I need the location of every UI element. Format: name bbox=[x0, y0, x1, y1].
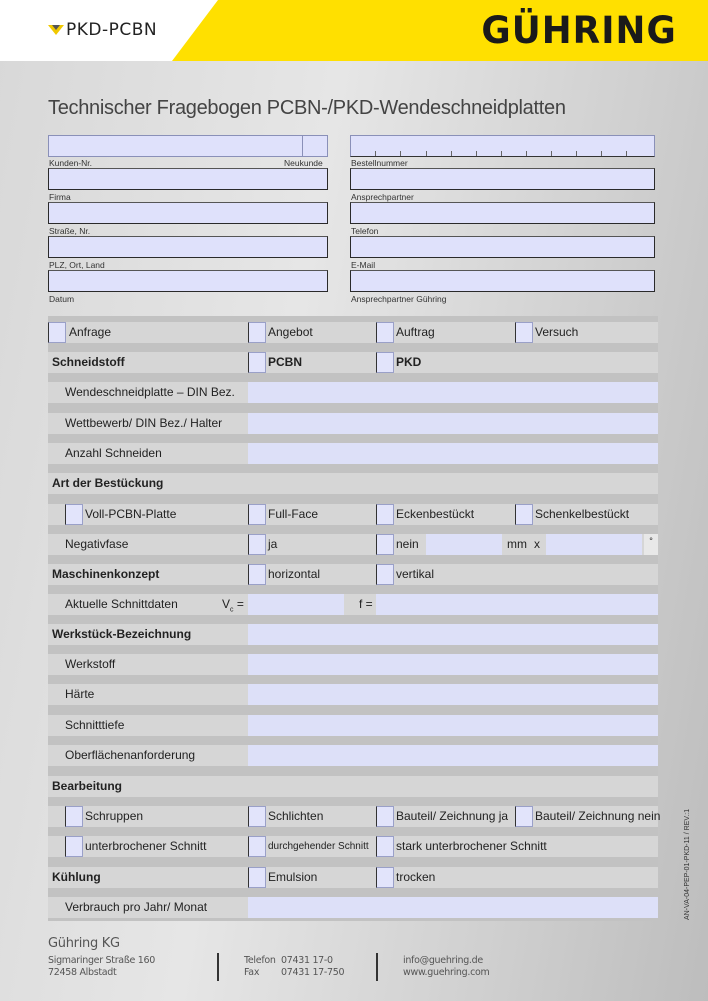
negativfase-row bbox=[48, 534, 658, 555]
ansprechpartner-field[interactable] bbox=[350, 168, 655, 190]
werkstueck-label: Werkstück-Bezeichnung bbox=[52, 627, 192, 641]
schlichten-label: Schlichten bbox=[268, 809, 324, 823]
anfrage-checkbox[interactable] bbox=[48, 322, 66, 343]
f-input[interactable] bbox=[376, 594, 658, 615]
kuehlung-label: Kühlung bbox=[52, 870, 101, 884]
unterbrochener-schnitt-checkbox[interactable] bbox=[65, 836, 83, 857]
pkd-checkbox[interactable] bbox=[376, 352, 394, 373]
negativfase-ja-label: ja bbox=[268, 537, 278, 551]
vertikal-label: vertikal bbox=[396, 567, 435, 581]
pkd-label: PKD bbox=[396, 355, 422, 369]
footer-phone-label: Telefon bbox=[244, 955, 276, 966]
vc-input[interactable] bbox=[248, 594, 344, 615]
vc-label bbox=[222, 594, 244, 615]
versuch-label: Versuch bbox=[535, 325, 579, 339]
kunden-nr-field[interactable] bbox=[48, 135, 303, 157]
schnittdaten-row bbox=[48, 594, 658, 615]
werkstoff-label: Werkstoff bbox=[65, 657, 116, 671]
negativfase-deg-input[interactable] bbox=[546, 534, 642, 555]
pcbn-label: PCBN bbox=[268, 355, 303, 369]
zeichnung-nein-checkbox[interactable] bbox=[515, 806, 533, 827]
guehring-logo: GÜHRING bbox=[481, 9, 677, 53]
schruppen-label: Schruppen bbox=[85, 809, 144, 823]
angebot-checkbox[interactable] bbox=[248, 322, 266, 343]
neukunde-label: Neukunde bbox=[284, 158, 323, 168]
schnitt-options-row bbox=[48, 836, 658, 857]
trocken-checkbox[interactable] bbox=[376, 867, 394, 888]
unterbrochener-schnitt-label: unterbrochener Schnitt bbox=[85, 839, 207, 853]
strasse-field[interactable] bbox=[48, 202, 328, 224]
footer-fax-label: Fax bbox=[244, 967, 260, 978]
wettbewerb-input[interactable] bbox=[248, 413, 658, 434]
negativfase-nein-label: nein bbox=[396, 537, 419, 551]
footer-separator bbox=[376, 953, 378, 981]
telefon-field[interactable] bbox=[350, 202, 655, 224]
footer-separator bbox=[217, 953, 219, 981]
verbrauch-input[interactable] bbox=[248, 897, 658, 918]
oberflaeche-input[interactable] bbox=[248, 745, 658, 766]
durchgehender-schnitt-checkbox[interactable] bbox=[248, 836, 266, 857]
strasse-label: Straße, Nr. bbox=[49, 226, 91, 236]
kuehlung-row bbox=[48, 867, 658, 888]
kunden-nr-label: Kunden-Nr. bbox=[49, 158, 92, 168]
degree-unit: ° bbox=[644, 534, 658, 555]
zeichnung-nein-label: Bauteil/ Zeichnung nein bbox=[535, 809, 661, 823]
eckenbestueckt-checkbox[interactable] bbox=[376, 504, 394, 525]
schnittdaten-label: Aktuelle Schnittdaten bbox=[65, 597, 178, 611]
telefon-label: Telefon bbox=[351, 226, 379, 236]
header bbox=[0, 0, 708, 61]
durchgehender-schnitt-label: durchgehender Schnitt bbox=[268, 841, 369, 852]
anzahl-schneiden-row bbox=[48, 443, 658, 464]
request-type-row bbox=[48, 322, 658, 343]
horizontal-checkbox[interactable] bbox=[248, 564, 266, 585]
footer-street: Sigmaringer Straße 160 bbox=[48, 955, 156, 966]
angebot-label: Angebot bbox=[268, 325, 313, 339]
footer-email[interactable]: info@guehring.de bbox=[403, 955, 483, 966]
bestellnummer-field[interactable] bbox=[350, 135, 655, 157]
email-field[interactable] bbox=[350, 236, 655, 258]
bearbeitung-row bbox=[48, 776, 658, 797]
mm-unit: mm bbox=[507, 537, 527, 551]
full-face-checkbox[interactable] bbox=[248, 504, 266, 525]
negativfase-ja-checkbox[interactable] bbox=[248, 534, 266, 555]
wendeschneidplatte-row bbox=[48, 382, 658, 403]
plz-ort-label: PLZ, Ort, Land bbox=[49, 260, 105, 270]
voll-pcbn-checkbox[interactable] bbox=[65, 504, 83, 525]
datum-field[interactable] bbox=[48, 270, 328, 292]
verbrauch-label: Verbrauch pro Jahr/ Monat bbox=[65, 900, 208, 914]
stark-unterbrochener-schnitt-checkbox[interactable] bbox=[376, 836, 394, 857]
f-label: f = bbox=[359, 597, 373, 611]
auftrag-checkbox[interactable] bbox=[376, 322, 394, 343]
footer-company: Gühring KG bbox=[48, 936, 120, 951]
haerte-input[interactable] bbox=[248, 684, 658, 705]
verbrauch-row bbox=[48, 897, 658, 918]
schlichten-checkbox[interactable] bbox=[248, 806, 266, 827]
schruppen-checkbox[interactable] bbox=[65, 806, 83, 827]
datum-label: Datum bbox=[49, 294, 75, 304]
schenkelbestueckt-label: Schenkelbestückt bbox=[535, 507, 630, 521]
negativfase-label: Negativfase bbox=[65, 537, 129, 551]
schneidstoff-label: Schneidstoff bbox=[52, 355, 125, 369]
schnitttiefe-row bbox=[48, 715, 658, 736]
horizontal-label: horizontal bbox=[268, 567, 321, 581]
bestellnummer-ticks bbox=[351, 150, 654, 156]
footer-phone: 07431 17-0 bbox=[281, 955, 333, 966]
page-title: Technischer Fragebogen PCBN-/PKD-Wendeschneidplatten bbox=[48, 97, 566, 119]
neukunde-checkbox[interactable] bbox=[302, 135, 328, 157]
bestueckung-options-row bbox=[48, 504, 658, 525]
email-label: E-Mail bbox=[351, 260, 376, 270]
wendeschneidplatte-label: Wendeschneidplatte – DIN Bez. bbox=[65, 385, 235, 399]
maschinenkonzept-row bbox=[48, 564, 658, 585]
vc-label-eq: = bbox=[233, 597, 244, 611]
auftrag-label: Auftrag bbox=[396, 325, 435, 339]
wettbewerb-row bbox=[48, 413, 658, 434]
oberflaeche-row bbox=[48, 745, 658, 766]
wendeschneidplatte-input[interactable] bbox=[248, 382, 658, 403]
negativfase-mm-input[interactable] bbox=[426, 534, 502, 555]
anzahl-schneiden-input[interactable] bbox=[248, 443, 658, 464]
versuch-checkbox[interactable] bbox=[515, 322, 533, 343]
bestellnummer-label: Bestellnummer bbox=[351, 158, 408, 168]
firma-field[interactable] bbox=[48, 168, 328, 190]
maschinenkonzept-label: Maschinenkonzept bbox=[52, 567, 160, 581]
emulsion-checkbox[interactable] bbox=[248, 867, 266, 888]
schneidstoff-row bbox=[48, 352, 658, 373]
vertikal-checkbox[interactable] bbox=[376, 564, 394, 585]
vc-label-sub: c bbox=[230, 606, 234, 614]
oberflaeche-label: Oberflächenanforderung bbox=[65, 748, 196, 762]
eckenbestueckt-label: Eckenbestückt bbox=[396, 507, 475, 521]
stark-unterbrochener-schnitt-label: stark unterbrochener Schnitt bbox=[396, 839, 547, 853]
werkstueck-row bbox=[48, 624, 658, 645]
diamond-icon bbox=[48, 25, 64, 35]
emulsion-label: Emulsion bbox=[268, 870, 318, 884]
form-background bbox=[48, 316, 661, 921]
ansprechpartner-guehring-field[interactable] bbox=[350, 270, 655, 292]
plz-ort-field[interactable] bbox=[48, 236, 328, 258]
zeichnung-ja-checkbox[interactable] bbox=[376, 806, 394, 827]
trocken-label: trocken bbox=[396, 870, 436, 884]
product-logo-text: PKD-PCBN bbox=[66, 20, 158, 40]
footer-website[interactable]: www.guehring.com bbox=[403, 967, 490, 978]
full-face-label: Full-Face bbox=[268, 507, 319, 521]
vc-label-v: V bbox=[222, 597, 231, 611]
wettbewerb-label: Wettbewerb/ DIN Bez./ Halter bbox=[65, 416, 223, 430]
footer-city: 72458 Albstadt bbox=[48, 967, 117, 978]
werkstoff-row bbox=[48, 654, 658, 675]
anzahl-schneiden-label: Anzahl Schneiden bbox=[65, 446, 162, 460]
document-code: AN-VA-04-PEP-01-PKD-11 / REV.:1 bbox=[684, 808, 691, 920]
negativfase-nein-checkbox[interactable] bbox=[376, 534, 394, 555]
werkstueck-input[interactable] bbox=[248, 624, 658, 645]
zeichnung-ja-label: Bauteil/ Zeichnung ja bbox=[396, 809, 509, 823]
pkd-pcbn-logo bbox=[48, 19, 157, 41]
firma-label: Firma bbox=[49, 192, 71, 202]
bearbeitung-label: Bearbeitung bbox=[52, 779, 123, 793]
pcbn-checkbox[interactable] bbox=[248, 352, 266, 373]
ansprechpartner-guehring-label: Ansprechpartner Gühring bbox=[351, 294, 447, 304]
footer-fax: 07431 17-750 bbox=[281, 967, 345, 978]
art-bestueckung-label: Art der Bestückung bbox=[52, 476, 164, 490]
times-sign: x bbox=[534, 537, 540, 551]
ansprechpartner-label: Ansprechpartner bbox=[351, 192, 414, 202]
voll-pcbn-label: Voll-PCBN-Platte bbox=[85, 507, 177, 521]
schnitttiefe-label: Schnitttiefe bbox=[65, 718, 125, 732]
schnitttiefe-input[interactable] bbox=[248, 715, 658, 736]
haerte-label: Härte bbox=[65, 687, 95, 701]
schenkelbestueckt-checkbox[interactable] bbox=[515, 504, 533, 525]
werkstoff-input[interactable] bbox=[248, 654, 658, 675]
haerte-row bbox=[48, 684, 658, 705]
art-bestueckung-row bbox=[48, 473, 658, 494]
bearbeitung-options-row bbox=[48, 806, 661, 827]
anfrage-label: Anfrage bbox=[69, 325, 112, 339]
